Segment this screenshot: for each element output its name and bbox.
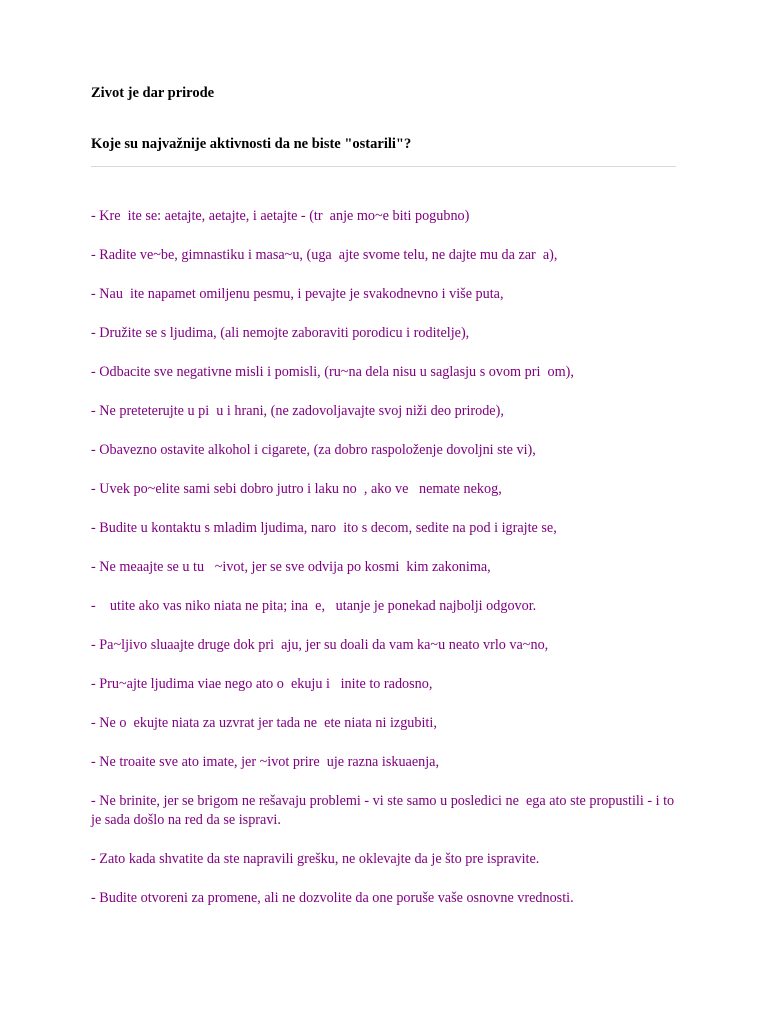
list-item: - Ne preteterujte u pi u i hrani, (ne zadovoljavajte svoj niži deo prirode), xyxy=(91,403,504,419)
list-item: - Ne meaajte se u tu ~ivot, jer se sve odvija po kosmi kim zakonima, xyxy=(91,559,491,575)
list-item: - Ne brinite, jer se brigom ne rešavaju problemi - vi ste samo u posledici ne ega ato ste propustili - i to je sada došlo na red da se ispravi. xyxy=(91,793,678,828)
list-item: - Ne o ekujte niata za uzvrat jer tada ne ete niata ni izgubiti, xyxy=(91,715,437,731)
document-subtitle: Koje su najvažnije aktivnosti da ne biste "ostarili"? xyxy=(91,136,412,152)
list-item: - Nau ite napamet omiljenu pesmu, i pevajte je svakodnevno i više puta, xyxy=(91,286,504,302)
list-item: - Družite se s ljudima, (ali nemojte zaboraviti porodicu i roditelje), xyxy=(91,325,470,341)
list-item: - Odbacite sve negativne misli i pomisli, (ru~na dela nisu u saglasju s ovom pri om), xyxy=(91,364,574,380)
list-item: - Zato kada shvatite da ste napravili grešku, ne oklevajte da je što pre ispravite. xyxy=(91,851,540,867)
advice-list xyxy=(91,207,681,928)
list-item: - Ne troaite sve ato imate, jer ~ivot prire uje razna iskuaenja, xyxy=(91,754,440,770)
list-item: - utite ako vas niko niata ne pita; ina e, utanje je ponekad najbolji odgovor. xyxy=(91,598,537,614)
document-title: Zivot je dar prirode xyxy=(91,85,215,101)
list-item: - Uvek po~elite sami sebi dobro jutro i laku no , ako ve nemate nekog, xyxy=(91,481,502,497)
list-item: - Budite u kontaktu s mladim ljudima, naro ito s decom, sedite na pod i igrajte se, xyxy=(91,520,557,536)
list-item: - Pru~ajte ljudima viae nego ato o ekuju i inite to radosno, xyxy=(91,676,433,692)
list-item: - Radite ve~be, gimnastiku i masa~u, (uga ajte svome telu, ne dajte mu da zar a), xyxy=(91,247,558,263)
list-item: - Kre ite se: aetajte, aetajte, i aetajte - (tr anje mo~e biti pogubno) xyxy=(91,208,470,224)
list-item: - Pa~ljivo sluaajte druge dok pri aju, jer su doali da vam ka~u neato vrlo va~no, xyxy=(91,637,549,653)
list-item: - Obavezno ostavite alkohol i cigarete, (za dobro raspoloženje dovoljni ste vi), xyxy=(91,442,536,458)
list-item: - Budite otvoreni za promene, ali ne dozvolite da one poruše vaše osnovne vrednosti. xyxy=(91,890,574,906)
horizontal-divider xyxy=(91,166,676,167)
